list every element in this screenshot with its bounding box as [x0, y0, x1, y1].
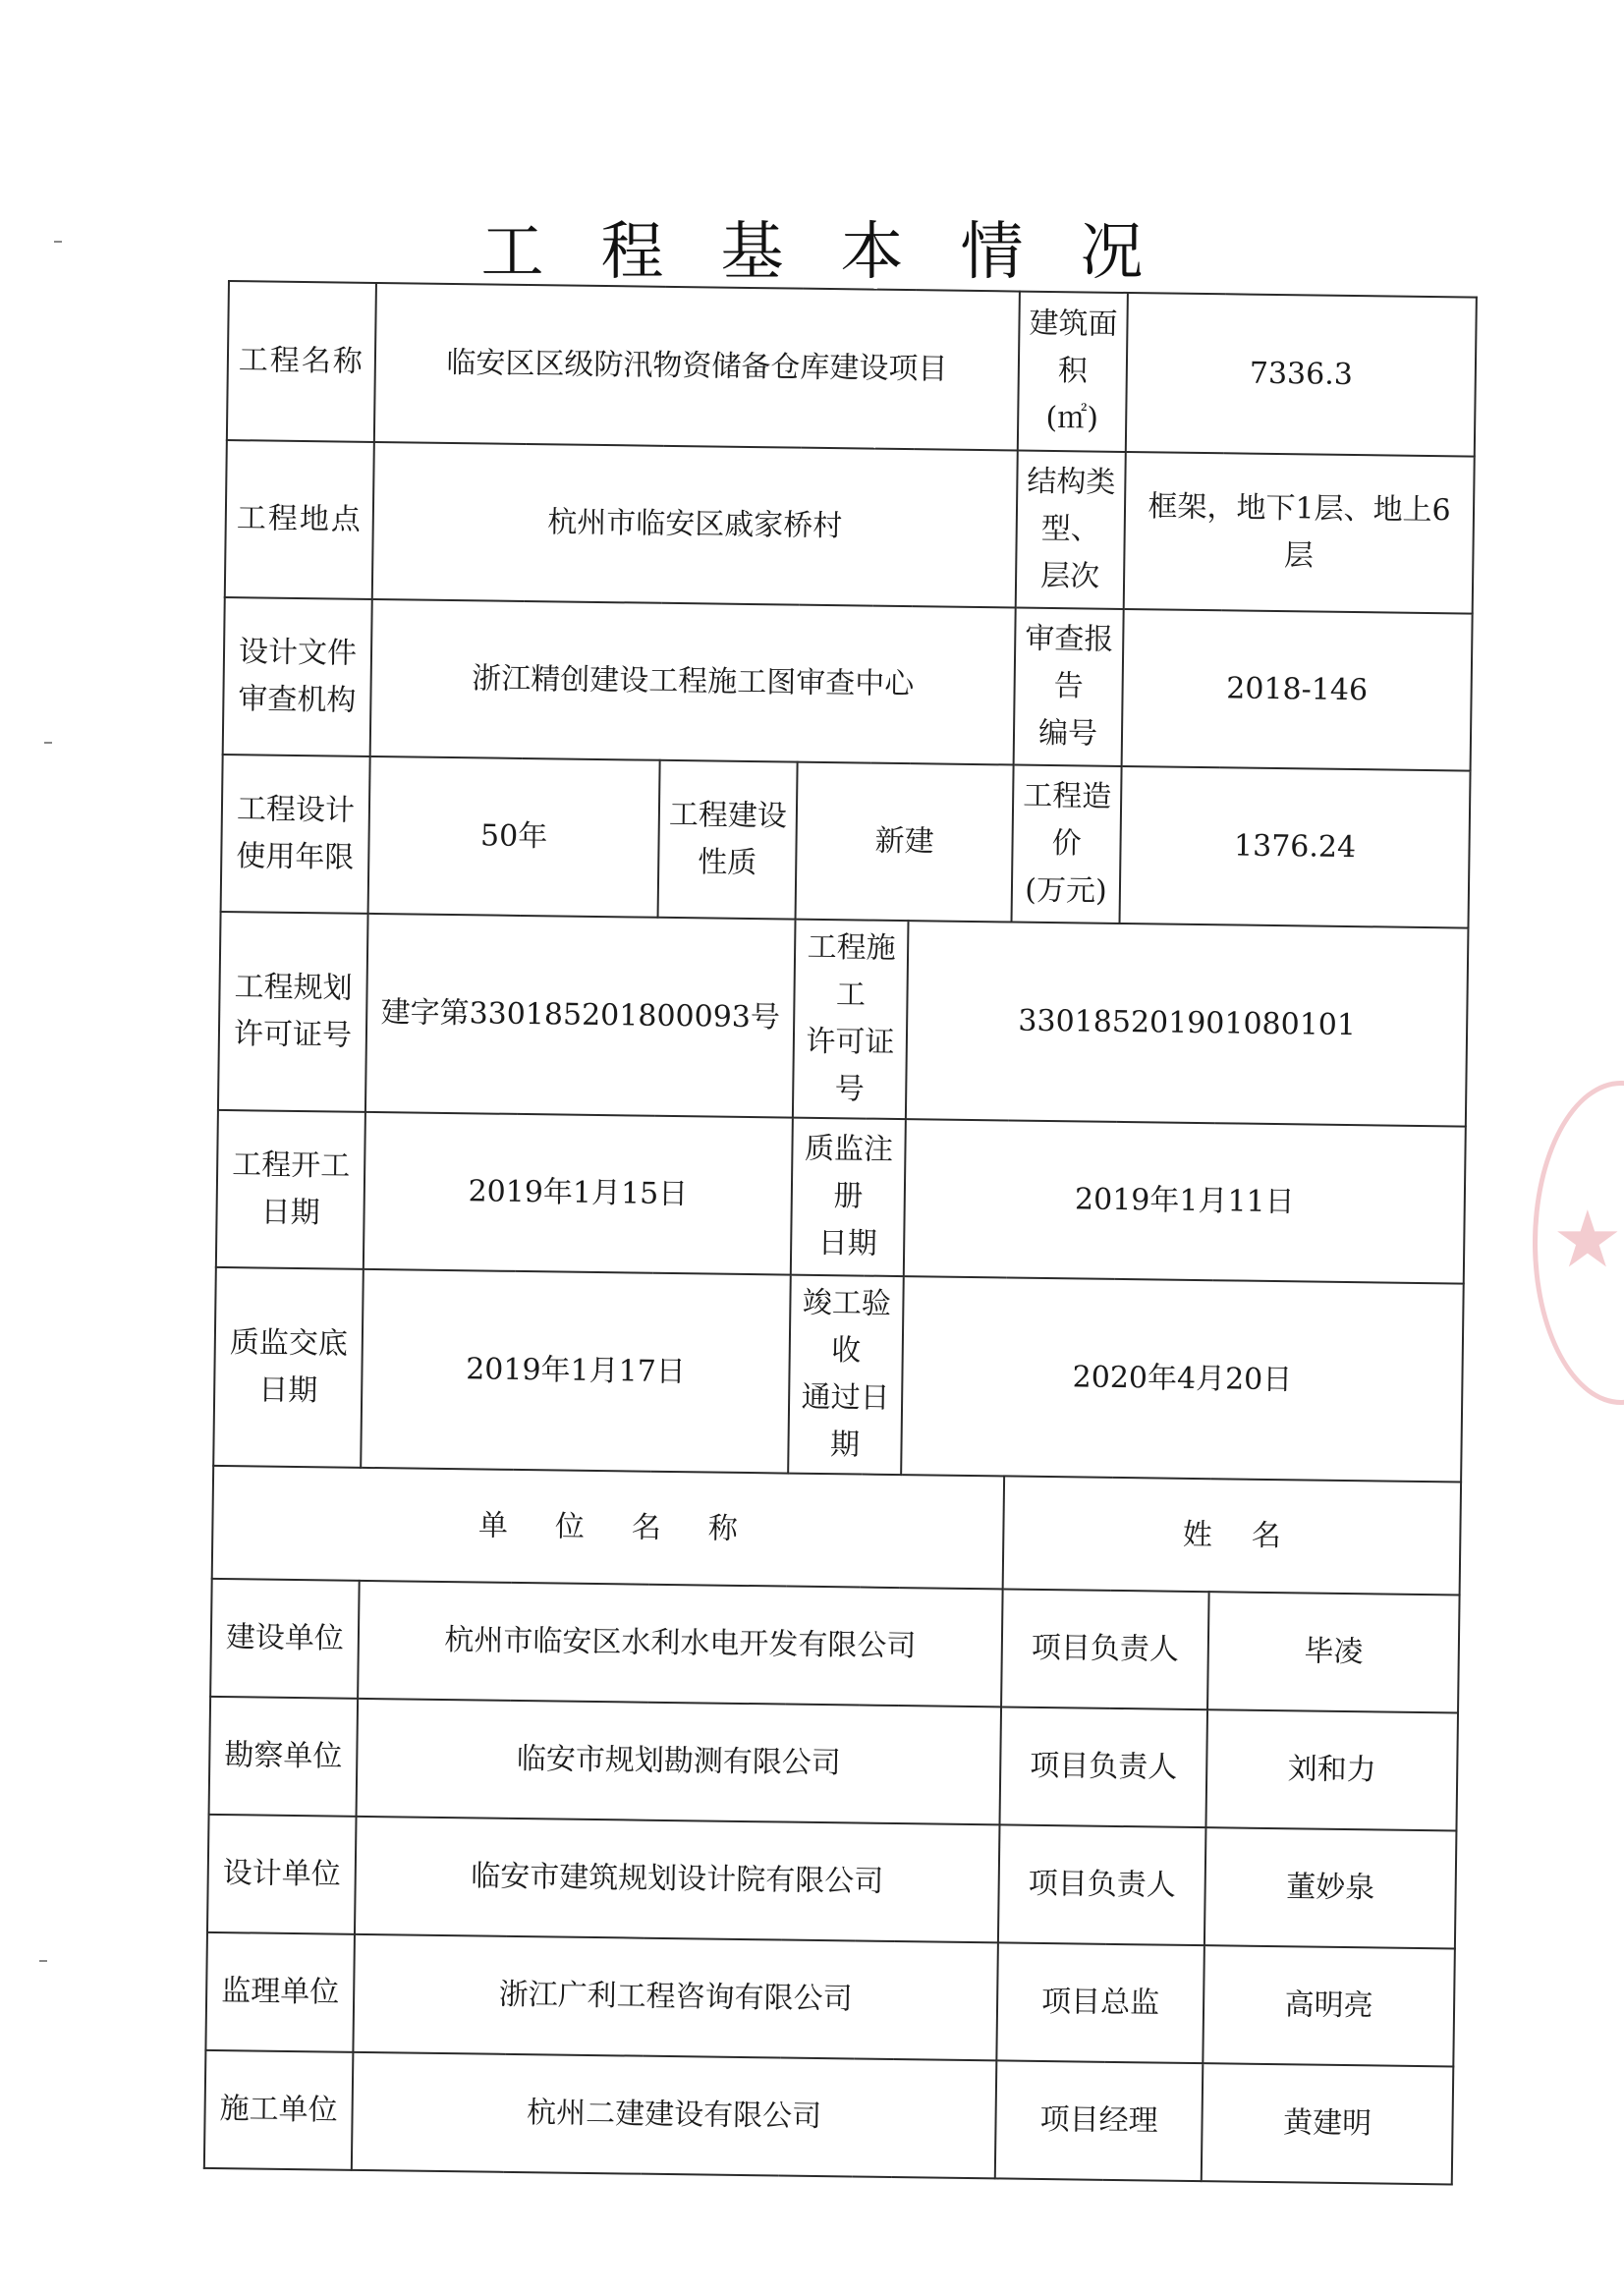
unit-role: 设计单位: [207, 1815, 357, 1934]
unit-company: 临安市规划勘测有限公司: [357, 1699, 1002, 1825]
registration-date-value: 2019年1月11日: [904, 1119, 1466, 1283]
unit-position: 项目负责人: [1001, 1589, 1209, 1709]
unit-position: 项目经理: [995, 2060, 1204, 2181]
unit-row-construction: [210, 1579, 1460, 1713]
construction-permit-value: 330185201901080101: [906, 921, 1469, 1126]
unit-row-supervision: [205, 1932, 1455, 2067]
project-info-sheet: [203, 280, 1476, 2185]
row-handover-date: [213, 1267, 1464, 1483]
row-project-name: [227, 281, 1477, 457]
row-design-life: [221, 755, 1471, 928]
scan-mark: [44, 742, 52, 744]
unit-name-header: 单位名称: [212, 1466, 1004, 1590]
area-value: 7336.3: [1126, 293, 1477, 457]
review-agency-label: 设计文件 审查机构: [223, 597, 372, 756]
start-date-label: 工程开工 日期: [216, 1110, 365, 1269]
location-label: 工程地点: [225, 440, 374, 599]
unit-row-survey: [209, 1697, 1459, 1831]
unit-company: 杭州二建建设有限公司: [352, 2052, 997, 2179]
unit-row-contractor: [204, 2050, 1454, 2185]
unit-role: 勘察单位: [209, 1697, 359, 1817]
nature-value: 新建: [796, 762, 1014, 923]
row-review: [223, 597, 1473, 771]
report-number-value: 2018-146: [1122, 609, 1473, 771]
person-name-header: 姓名: [1003, 1476, 1461, 1595]
unit-row-design: [207, 1815, 1457, 1949]
row-units-header: [212, 1466, 1461, 1595]
construction-permit-label: 工程施工 许可证号: [793, 920, 909, 1119]
handover-date-label: 质监交底 日期: [213, 1267, 364, 1468]
acceptance-date-label: 竣工验收 通过日期: [788, 1275, 904, 1475]
unit-role: 监理单位: [205, 1932, 355, 2052]
report-number-label: 审查报告 编号: [1014, 608, 1124, 766]
design-life-value: 50年: [368, 756, 660, 918]
planning-permit-label: 工程规划 许可证号: [218, 912, 368, 1112]
unit-company: 杭州市临安区水利水电开发有限公司: [358, 1581, 1003, 1707]
planning-permit-value: 建字第330185201800093号: [365, 914, 796, 1118]
cost-value: 1376.24: [1120, 766, 1471, 928]
unit-position: 项目负责人: [998, 1824, 1206, 1945]
location-value: 杭州市临安区戚家桥村: [372, 442, 1018, 608]
unit-person: 董妙泉: [1204, 1827, 1457, 1948]
project-info-table: [203, 280, 1478, 2185]
unit-role: 施工单位: [204, 2050, 354, 2170]
unit-position: 项目总监: [996, 1942, 1204, 2063]
unit-company: 浙江广利工程咨询有限公司: [353, 1934, 998, 2061]
unit-person: 刘和力: [1205, 1709, 1458, 1830]
unit-position: 项目负责人: [1000, 1707, 1208, 1827]
project-name-label: 工程名称: [227, 281, 376, 442]
acceptance-date-value: 2020年4月20日: [901, 1276, 1464, 1482]
scan-mark: [39, 1960, 47, 1962]
project-name-value: 临安区区级防汛物资储备仓库建设项目: [374, 283, 1020, 451]
unit-role: 建设单位: [210, 1579, 360, 1699]
scan-mark: [54, 241, 62, 243]
registration-date-label: 质监注册 日期: [791, 1118, 906, 1276]
row-location: [225, 440, 1475, 614]
cost-label: 工程造价 (万元): [1012, 765, 1122, 924]
structure-value: 框架，地下1层、地上6 层: [1124, 452, 1475, 614]
row-start-date: [216, 1110, 1466, 1284]
handover-date-value: 2019年1月17日: [361, 1269, 791, 1474]
start-date-value: 2019年1月15日: [364, 1112, 793, 1275]
nature-label: 工程建设 性质: [658, 760, 798, 920]
unit-person: 毕凌: [1207, 1592, 1460, 1712]
review-agency-value: 浙江精创建设工程施工图审查中心: [370, 599, 1016, 765]
unit-person: 黄建明: [1202, 2063, 1454, 2184]
area-label: 建筑面积 (㎡): [1018, 292, 1128, 452]
structure-label: 结构类型、 层次: [1016, 451, 1126, 609]
design-life-label: 工程设计 使用年限: [221, 755, 370, 914]
seal-star-icon: ★: [1552, 1194, 1623, 1285]
row-permits: [218, 912, 1469, 1127]
unit-company: 临安市建筑规划设计院有限公司: [355, 1817, 1000, 1943]
unit-person: 高明亮: [1203, 1945, 1455, 2066]
page-title: 工程基本情况: [480, 216, 1201, 289]
